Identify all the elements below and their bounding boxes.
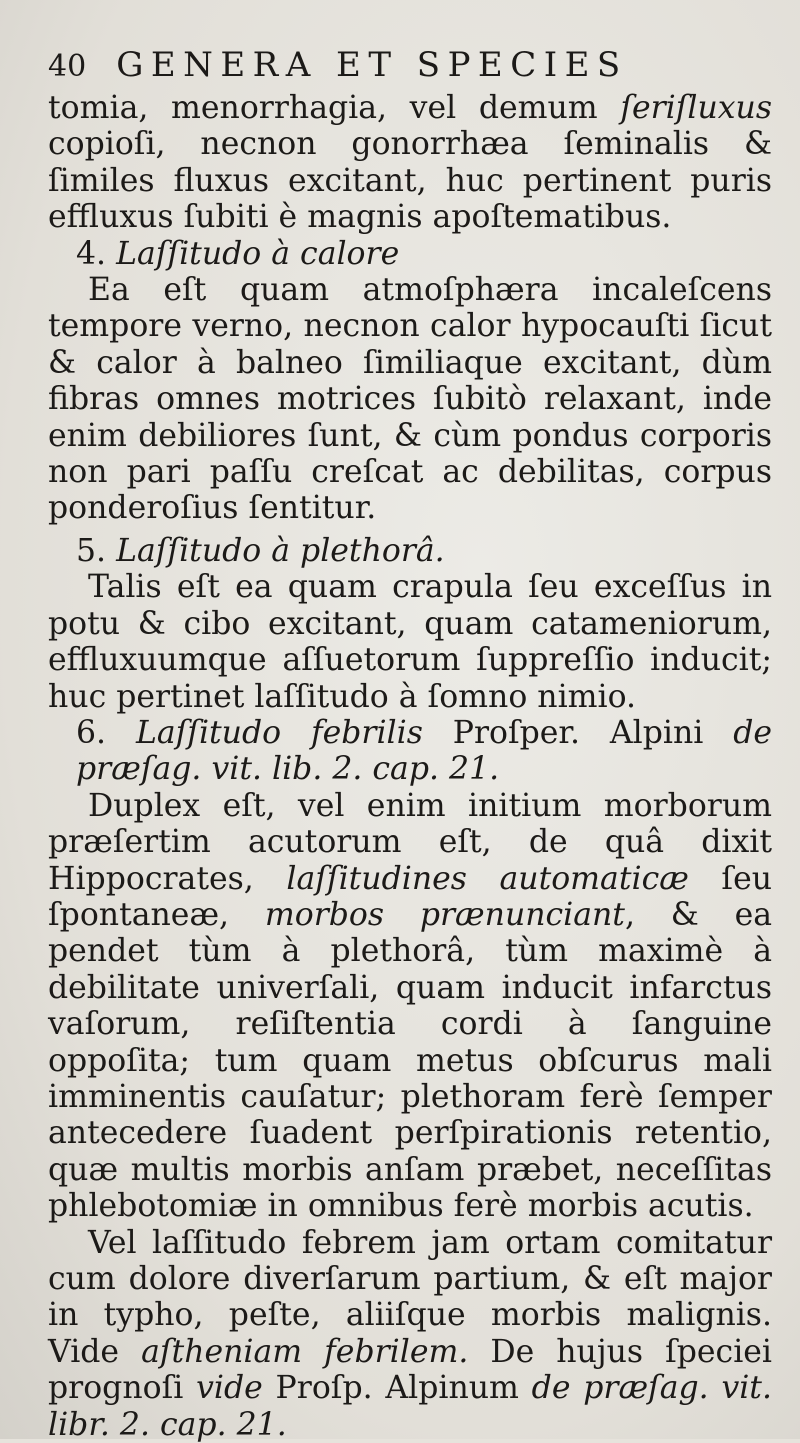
paragraph-6b: Vel laſſitudo febrem jam ortam comitatur cum dolore diverſarum partium, & eſt major in typho, peſte, aliiſque morbis malignis. Vide aſtheniam febrilem. De hujus ſpeciei prognoſi vide Proſp. Alpinum de præſag. vit. libr. 2. cap. 21. bbox=[48, 1224, 772, 1443]
section-heading-5: 5. Laſſitudo à plethorâ. bbox=[76, 532, 445, 569]
section-heading-4: 4. Laſſitudo à calore bbox=[76, 235, 400, 272]
page-number: 40 bbox=[48, 49, 87, 84]
running-title: GENERA ET SPECIES bbox=[116, 45, 628, 85]
body-text bbox=[48, 90, 772, 1443]
paragraph-6a: Duplex eſt, vel enim initium morborum præſertim acutorum eſt, de quâ dixit Hippocrates, laſſitudines automaticæ ſeu ſpontaneæ, morbos prænunciant, & ea pendet tùm à plethorâ, tùm maximè à debilitate univerſali, quam inducit infarctus vaſorum, reſiſtentia cordi à ſanguine oppoſita; tum quam metus obſcurus mali imminentis cauſatur; plethoram ferè ſemper antecedere ſuadent perſpirationis retentio, quæ multis morbis anſam præbet, neceſſitas phlebotomiæ in omnibus ferè morbis acutis. bbox=[48, 787, 773, 1225]
paragraph-5: Talis eſt ea quam crapula ſeu exceſſus in potu & cibo excitant, quam catameniorum, effluxuumque aſſuetorum ſuppreſſio inducit; huc pertinet laſſitudo à ſomno nimio. bbox=[48, 569, 772, 715]
section-heading-6: 6. Laſſitudo febrilis Proſper. Alpini de præſag. vit. lib. 2. cap. 21. bbox=[76, 714, 773, 788]
running-head bbox=[48, 40, 772, 90]
paragraph-4: Ea eſt quam atmoſphæra incaleſcens tempore verno, necnon calor hypocauſti ſicut & calor à balneo ſimiliaque excitant, dùm fibras omnes motrices ſubitò relaxant, inde enim debiliores ſunt, & cùm pondus corporis non pari paſſu creſcat ac debilitas, corpus ponderoſius ſentitur. bbox=[48, 272, 772, 527]
paragraph-continued: tomia, menorrhagia, vel demum ſeriſluxus copioſi, necnon gonorrhæa ſeminalis & ſimiles fluxus excitant, huc pertinent puris effluxus ſubiti è magnis apoſtematibus. bbox=[48, 90, 772, 236]
